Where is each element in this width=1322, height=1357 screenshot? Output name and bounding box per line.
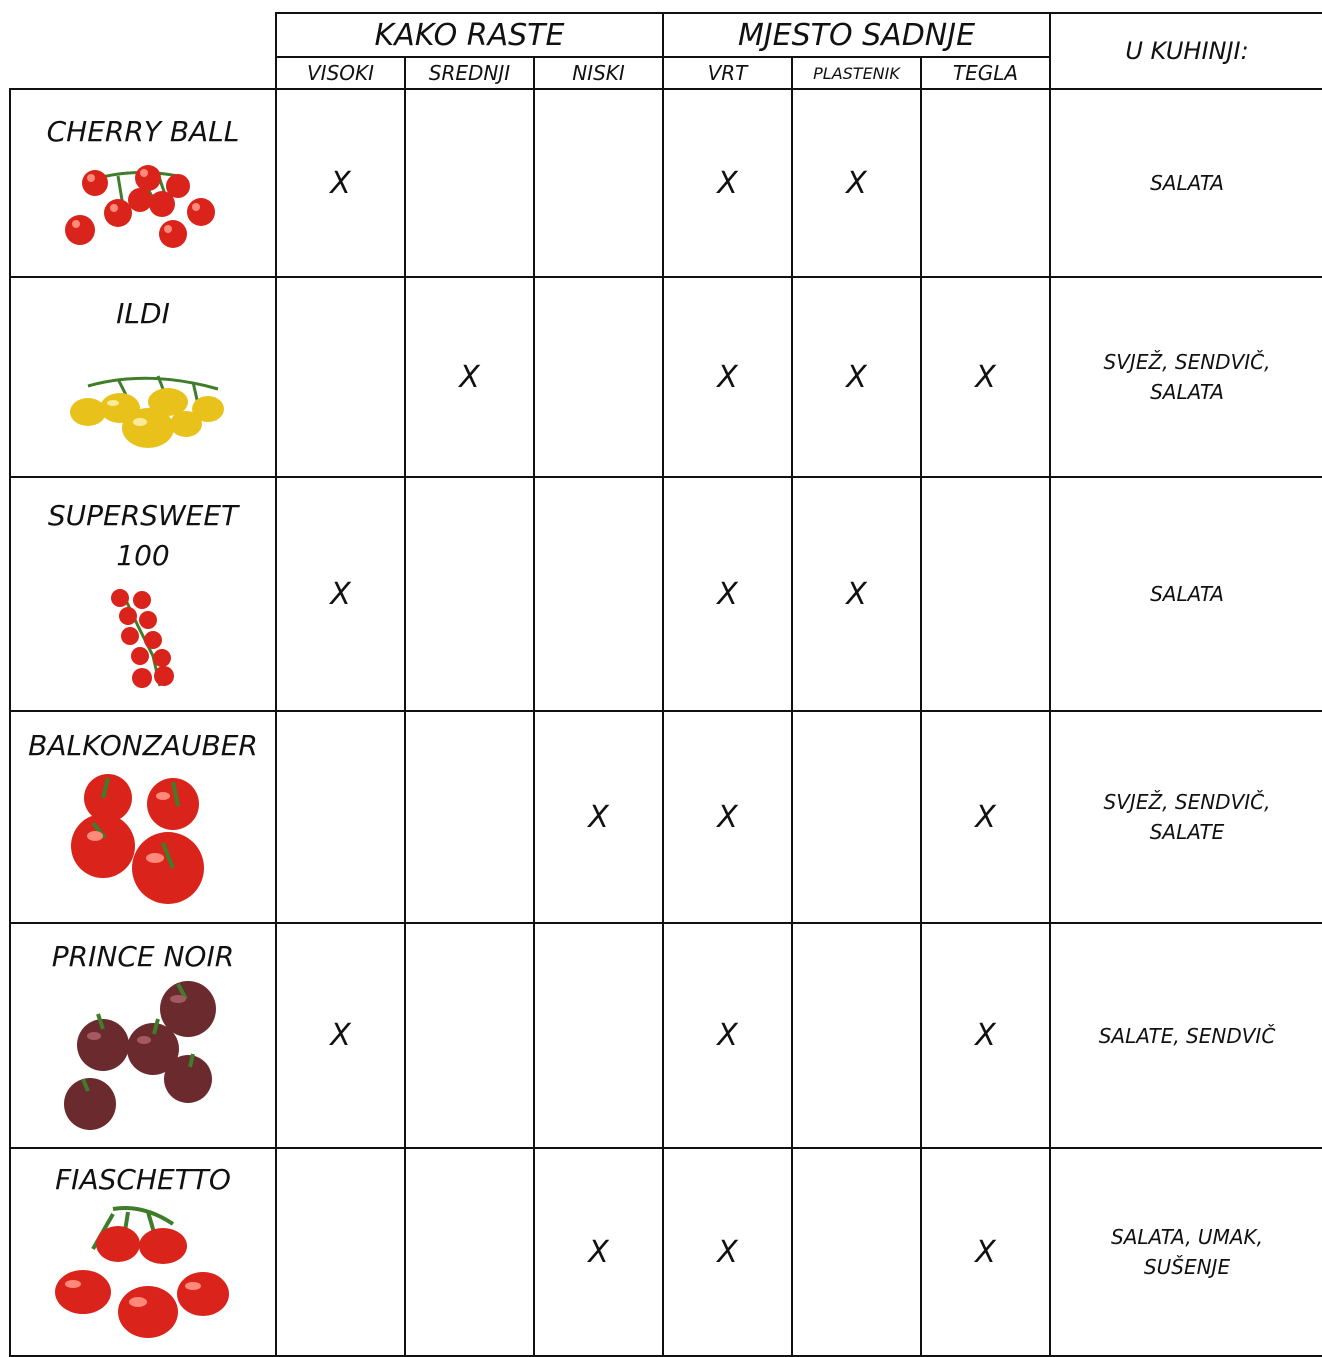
kitchen-use-cell [1050,923,1322,1148]
grow-low-cell [534,89,663,277]
header-kitchen: U KUHINJI: [1050,13,1322,89]
supersweet-100-tomatoes-image [98,586,188,696]
variety-name: BALKONZAUBER [28,728,258,762]
variety-cell [10,89,276,277]
variety-cell [10,277,276,477]
place-pot-cell [921,89,1050,277]
place-greenhouse-cell: X [792,477,921,711]
header-place-pot: TEGLA [921,57,1050,89]
place-pot-cell: X [921,1148,1050,1356]
grow-tall-cell: X [276,923,405,1148]
table-row [10,711,1322,923]
place-pot-cell: X [921,277,1050,477]
variety-name: FIASCHETTO [55,1162,231,1196]
grow-medium-cell [405,923,534,1148]
place-greenhouse-cell: X [792,89,921,277]
header-grow-low: NISKI [534,57,663,89]
corner-blank-cell [10,13,276,89]
place-garden-cell: X [663,923,792,1148]
kitchen-use-text: SALATA, UMAK, SUŠENJE [1111,1225,1263,1279]
place-greenhouse-cell [792,923,921,1148]
table-row [10,923,1322,1148]
balkonzauber-tomatoes-image [63,768,223,913]
ildi-tomatoes-image [58,364,228,464]
grow-medium-cell [405,477,534,711]
prince-noir-tomatoes-image [58,979,228,1139]
grow-tall-cell [276,711,405,923]
kitchen-use-cell [1050,711,1322,923]
place-greenhouse-cell [792,711,921,923]
grow-tall-cell [276,1148,405,1356]
fiaschetto-tomatoes-image [53,1204,233,1349]
kitchen-use-text: SVJEŽ, SENDVIČ, SALATE [1103,790,1271,844]
place-greenhouse-cell [792,1148,921,1356]
header-place-garden: VRT [663,57,792,89]
grow-tall-cell: X [276,477,405,711]
header-group-place: MJESTO SADNJE [663,13,1050,57]
place-garden-cell: X [663,711,792,923]
grow-low-cell: X [534,1148,663,1356]
place-pot-cell: X [921,923,1050,1148]
kitchen-use-text: SALATE, SENDVIČ [1098,1023,1276,1048]
grow-tall-cell: X [276,89,405,277]
variety-cell [10,711,276,923]
place-pot-cell: X [921,711,1050,923]
grow-low-cell [534,277,663,477]
grow-medium-cell [405,711,534,923]
variety-name: SUPERSWEET 100 [47,499,239,572]
grow-medium-cell: X [405,277,534,477]
kitchen-use-cell [1050,1148,1322,1356]
place-garden-cell: X [663,1148,792,1356]
table-row [10,89,1322,277]
kitchen-use-cell [1050,277,1322,477]
place-garden-cell: X [663,89,792,277]
grow-medium-cell [405,1148,534,1356]
kitchen-use-cell [1050,477,1322,711]
place-greenhouse-cell: X [792,277,921,477]
grow-low-cell: X [534,711,663,923]
kitchen-use-text: SVJEŽ, SENDVIČ, SALATA [1103,350,1271,404]
tomato-variety-table [9,12,1322,1357]
grow-tall-cell [276,277,405,477]
header-place-greenhouse: PLASTENIK [792,57,921,89]
variety-cell [10,477,276,711]
variety-name: ILDI [116,297,170,330]
place-garden-cell: X [663,277,792,477]
variety-name: PRINCE NOIR [51,939,235,973]
kitchen-use-cell [1050,89,1322,277]
variety-cell [10,923,276,1148]
header-group-grow: KAKO RASTE [276,13,663,57]
cherry-ball-tomatoes-image [58,158,228,258]
grow-low-cell [534,477,663,711]
kitchen-use-text: SALATA [1150,171,1224,195]
kitchen-use-text: SALATA [1150,582,1224,606]
place-garden-cell: X [663,477,792,711]
variety-name: CHERRY BALL [46,115,240,148]
table-row [10,1148,1322,1356]
grow-medium-cell [405,89,534,277]
variety-cell [10,1148,276,1356]
header-grow-medium: SREDNJI [405,57,534,89]
table-row [10,277,1322,477]
grow-low-cell [534,923,663,1148]
place-pot-cell [921,477,1050,711]
header-grow-tall: VISOKI [276,57,405,89]
table-row [10,477,1322,711]
